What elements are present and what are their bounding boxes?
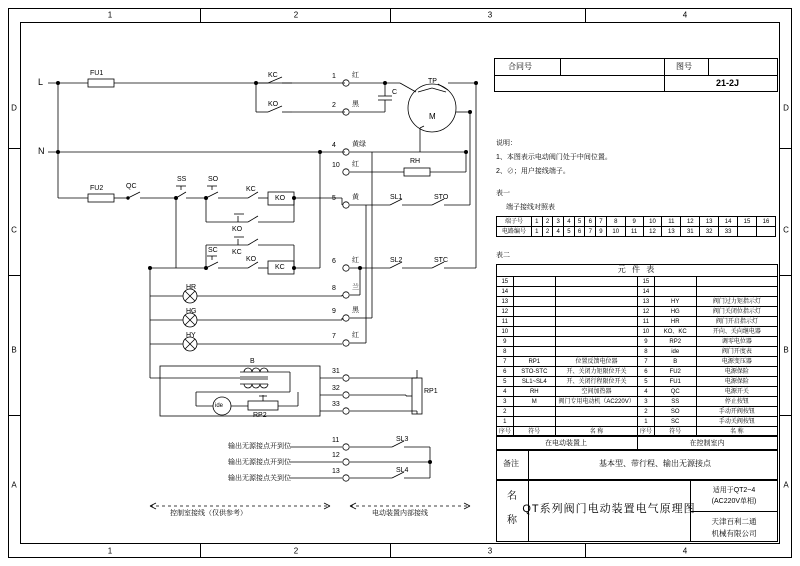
table-cell: 10: [643, 217, 662, 227]
cell-symbol: SO: [654, 407, 696, 417]
table-cell: 12: [681, 217, 700, 227]
company-line2: 机械有限公司: [711, 529, 757, 538]
cell-name: 电源开关: [696, 387, 777, 397]
cell-symbol: SS: [654, 397, 696, 407]
cell-no: 5: [638, 377, 655, 387]
cell-symbol: B: [654, 357, 696, 367]
table-cell: 5: [574, 217, 585, 227]
table-cell: 31: [681, 227, 700, 237]
frame-col-label-1b: 1: [107, 546, 113, 556]
table-cell: 4: [553, 227, 564, 237]
cell-symbol: FU2: [654, 367, 696, 377]
label-hy: HY: [186, 332, 196, 339]
label-stc: STC: [434, 257, 448, 264]
cell-no: 1: [497, 417, 514, 427]
cell-name: 电源保险: [696, 367, 777, 377]
label-so: SO: [208, 176, 219, 183]
wire-color: 红: [352, 257, 359, 264]
label-ko-hold: KO: [232, 226, 243, 233]
table-cell: 11: [625, 227, 643, 237]
terminal-number: 6: [332, 258, 336, 265]
cell-no: 序号: [497, 427, 514, 437]
cell-symbol: M: [513, 397, 555, 407]
cell-name: 电源变压器: [696, 357, 777, 367]
frame-row-label-D: D: [11, 103, 17, 113]
cell-no: 7: [638, 357, 655, 367]
cell-name: 位置反馈电位器: [555, 357, 637, 367]
output-label-1: 输出无源接点开到位: [228, 443, 291, 450]
cell-no: 10: [497, 327, 514, 337]
remark-value: 基本型、带行程、输出无源接点: [599, 459, 711, 468]
cell-no: 12: [497, 307, 514, 317]
wire-color: 黑: [352, 101, 359, 108]
cell-no: 5: [497, 377, 514, 387]
label-rp2: RP2: [253, 412, 267, 419]
cell-symbol: RH: [513, 387, 555, 397]
frame-row-label-A: A: [11, 480, 17, 490]
frame-row-label-C: C: [11, 225, 17, 235]
terminal-number: 8: [332, 285, 336, 292]
frame-col-label-4b: 4: [682, 546, 688, 556]
frame-col-label-4: 4: [682, 10, 688, 20]
cell-name: 停止按钮: [696, 397, 777, 407]
terminal-number: 32: [332, 385, 340, 392]
table-cell: 8: [606, 217, 625, 227]
frame-col-label-2: 2: [293, 10, 299, 20]
cell-symbol: QC: [654, 387, 696, 397]
label-tp: TP: [428, 78, 437, 85]
notes-title: 说明：: [496, 140, 517, 147]
cell-symbol: FU1: [654, 377, 696, 387]
frame-row-label-B: B: [11, 345, 17, 355]
frame-col-label-2b: 2: [293, 546, 299, 556]
table-cell: 4: [564, 217, 575, 227]
cell-no: 9: [638, 337, 655, 347]
cell-no: 1: [638, 417, 655, 427]
label-supply-L: L: [38, 77, 44, 87]
table-cell: 11: [662, 217, 681, 227]
table-cell: 1: [532, 217, 543, 227]
cell-no: 3: [638, 397, 655, 407]
cell-name: 名 称: [555, 427, 637, 437]
label-fu2: FU2: [90, 185, 104, 192]
wire-color: 兰: [352, 284, 359, 291]
cell-no: 7: [497, 357, 514, 367]
cell-no: 2: [638, 407, 655, 417]
row-header: 电路编号: [497, 227, 532, 237]
component-table-title: 元 件 表: [617, 265, 657, 274]
drawing-label: 图号: [676, 62, 692, 71]
label-sl2: SL2: [390, 257, 403, 264]
table-cell: 13: [662, 227, 681, 237]
frame-row-label-Bb: B: [783, 345, 789, 355]
cell-no: 6: [497, 367, 514, 377]
terminal-number: 5: [332, 195, 336, 202]
cell-symbol: HR: [654, 317, 696, 327]
cell-no: 序号: [638, 427, 655, 437]
cell-symbol: KO、KC: [654, 327, 696, 337]
frame-col-label-1: 1: [107, 10, 113, 20]
label-ko-top: KO: [268, 101, 279, 108]
label-rh: RH: [410, 158, 421, 165]
cell-no: 15: [638, 277, 655, 287]
label-b: B: [250, 358, 255, 365]
cell-symbol: SL1~SL4: [513, 377, 555, 387]
cell-symbol: SC: [654, 417, 696, 427]
label-hr: HR: [186, 284, 197, 291]
cell-symbol: ide: [654, 347, 696, 357]
notes-line1: 1、本图表示电动阀门处于中间位置。: [496, 154, 612, 161]
cell-name: 阀门专用电动机（AC220V）: [555, 397, 637, 407]
table1-caption: 表一: [496, 190, 510, 197]
cell-name: 阀门开启指示灯: [696, 317, 777, 327]
table-cell: 7: [585, 227, 596, 237]
label-kc-hold: KC: [232, 249, 242, 256]
cell-name: 开向、关向继电器: [696, 327, 777, 337]
label-cap: C: [392, 89, 398, 96]
frame-row-label-Db: D: [783, 103, 789, 113]
cell-name: 名 称: [696, 427, 777, 437]
cell-no: 8: [497, 347, 514, 357]
terminal-number: 12: [332, 452, 340, 459]
table-cell: 6: [574, 227, 585, 237]
table-cell: 9: [625, 217, 643, 227]
cell-no: 10: [638, 327, 655, 337]
label-ko-coil: KO: [275, 195, 286, 202]
label-kc-coil: KC: [275, 264, 285, 271]
component-footer-left: 在电动装置上: [545, 440, 587, 447]
cell-no: 11: [497, 317, 514, 327]
label-sl4: SL4: [396, 467, 409, 474]
cell-name: 手动关阀按钮: [696, 417, 777, 427]
terminal-number: 13: [332, 468, 340, 475]
label-sto: STO: [434, 194, 449, 201]
frame-col-label-3: 3: [487, 10, 493, 20]
table-cell: 16: [756, 217, 775, 227]
cell-name: 阀门过力矩指示灯: [696, 297, 777, 307]
label-ss: SS: [177, 176, 187, 183]
label-motor: M: [429, 112, 436, 121]
terminal-number: 4: [332, 142, 336, 149]
cell-name: 开、关闭行程限位开关: [555, 377, 637, 387]
cell-name: 手动开阀按钮: [696, 407, 777, 417]
table-cell: 9: [596, 227, 607, 237]
main-title: QT系列阀门电动装置电气原理图: [522, 503, 696, 515]
contract-label: 合同号: [508, 62, 532, 71]
wire-color: 黑: [352, 307, 359, 314]
wire-color: 黄绿: [352, 141, 366, 148]
cell-no: 9: [497, 337, 514, 347]
cell-symbol: STO-STC: [513, 367, 555, 377]
frame-row-label-Cb: C: [783, 225, 789, 235]
cell-no: 14: [638, 287, 655, 297]
cell-name: 阀门开度表: [696, 347, 777, 357]
table-cell: 5: [564, 227, 575, 237]
table-cell: 32: [700, 227, 719, 237]
wire-color: 黄: [352, 194, 359, 201]
bottom-note-right: 电动装置内部接线: [372, 510, 428, 517]
cell-name: 调零电位器: [696, 337, 777, 347]
label-kc-top: KC: [268, 72, 278, 79]
label-qc: QC: [126, 183, 137, 190]
label-sl3: SL3: [396, 436, 409, 443]
terminal-number: 31: [332, 368, 340, 375]
terminal-number: 2: [332, 102, 336, 109]
cell-no: 4: [638, 387, 655, 397]
table-cell: 2: [542, 227, 553, 237]
label-kc-ctrl: KC: [246, 186, 256, 193]
label-supply-N: N: [38, 146, 45, 156]
label-fu1: FU1: [90, 70, 104, 77]
apply-line2: (AC220V单相): [711, 498, 757, 505]
wire-color: 红: [352, 161, 359, 168]
title-name-char1: 名: [507, 491, 517, 502]
apply-line1: 适用于QT2~4: [712, 487, 756, 494]
table1-subcaption: 端子接线对照表: [506, 204, 555, 211]
terminal-number: 7: [332, 333, 336, 340]
notes-line2: 2、⊘；用户接线端子。: [496, 168, 570, 175]
drawing-value: 21-2J: [716, 78, 740, 88]
cell-name: 空间加热器: [555, 387, 637, 397]
remark-label: 备注: [503, 459, 519, 468]
cell-no: 6: [638, 367, 655, 377]
cell-no: 13: [638, 297, 655, 307]
table2-caption: 表二: [496, 252, 510, 259]
table-cell: 15: [738, 217, 757, 227]
table-cell: 1: [532, 227, 543, 237]
wire-color: 红: [352, 332, 359, 339]
output-label-2: 输出无源接点开到位: [228, 459, 291, 466]
label-hg: HG: [186, 308, 197, 315]
terminal-number: 33: [332, 401, 340, 408]
table-cell: 6: [585, 217, 596, 227]
cell-no: 14: [497, 287, 514, 297]
title-name-char2: 称: [507, 515, 517, 526]
cell-name: 阀门关闭位指示灯: [696, 307, 777, 317]
terminal-number: 11: [332, 437, 340, 444]
frame-row-label-Ab: A: [783, 480, 789, 490]
label-sl1: SL1: [390, 194, 403, 201]
bottom-note-left: 控制室接线（仅供参考）: [170, 510, 247, 517]
table-cell: 7: [596, 217, 607, 227]
terminal-number: 1: [332, 73, 336, 80]
table-cell: 14: [719, 217, 738, 227]
terminal-number: 10: [332, 162, 340, 169]
cell-symbol: HY: [654, 297, 696, 307]
cell-symbol: RP1: [513, 357, 555, 367]
label-rp1: RP1: [424, 388, 438, 395]
cell-symbol: RP2: [654, 337, 696, 347]
cell-no: 2: [497, 407, 514, 417]
cell-no: 8: [638, 347, 655, 357]
table-cell: 10: [606, 227, 625, 237]
cell-name: 开、关闭力矩限位开关: [555, 367, 637, 377]
cell-no: 11: [638, 317, 655, 327]
cell-no: 13: [497, 297, 514, 307]
wire-color: 红: [352, 72, 359, 79]
label-ko-nc: KO: [246, 256, 257, 263]
cell-no: 4: [497, 387, 514, 397]
table-cell: 2: [542, 217, 553, 227]
frame-col-label-3b: 3: [487, 546, 493, 556]
label-ide: ide: [215, 403, 224, 409]
output-label-3: 输出无源接点关到位: [228, 475, 291, 482]
cell-no: 15: [497, 277, 514, 287]
cell-symbol: HG: [654, 307, 696, 317]
terminal-number: 9: [332, 308, 336, 315]
cell-no: 3: [497, 397, 514, 407]
cell-symbol: 符号: [513, 427, 555, 437]
cell-symbol: 符号: [654, 427, 696, 437]
component-footer-right: 在控制室内: [689, 440, 725, 447]
table-cell: 33: [719, 227, 738, 237]
row-header: 端子号: [497, 217, 532, 227]
cell-name: 电源保险: [696, 377, 777, 387]
table-cell: 13: [700, 217, 719, 227]
cell-no: 12: [638, 307, 655, 317]
table-cell: 3: [553, 217, 564, 227]
company-line1: 天津百利二通: [711, 517, 757, 526]
label-sc: SC: [208, 247, 218, 254]
table-cell: 12: [643, 227, 662, 237]
